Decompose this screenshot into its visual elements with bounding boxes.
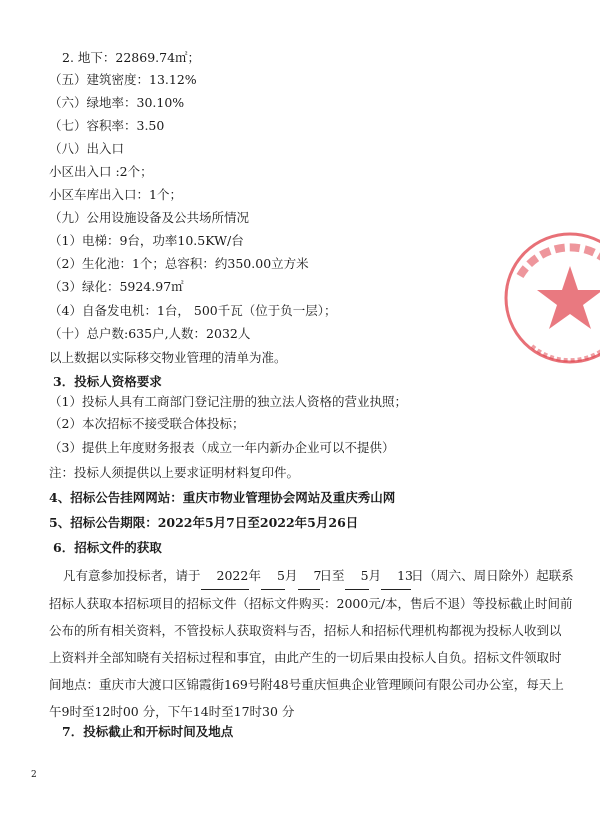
line-generator: （4）自备发电机：1台， 500千瓦（位于负一层）； [49, 303, 337, 318]
line-septic: （2）生化池：1个；总容积：约350.00立方米 [49, 256, 309, 271]
line-garage-entrances: 小区车库出入口：1个； [49, 187, 182, 202]
line-req2: （2）本次招标不接受联合体投标； [49, 416, 245, 431]
line-section3: 3．投标人资格要求 [53, 374, 162, 389]
line-req-note: 注：投标人须提供以上要求证明材料复印件。 [49, 465, 300, 480]
line-req1: （1）投标人具有工商部门登记注册的独立法人资格的营业执照； [49, 394, 407, 409]
line-area-underground: 2. 地下：22869.74㎡； [62, 50, 201, 65]
line-entrances-heading: （八）出入口 [49, 141, 125, 156]
section7-heading: 7．投标截止和开标时间及地点 [62, 724, 234, 739]
page-number: 2 [31, 770, 37, 780]
line-data-note: 以上数据以实际移交物业管理的清单为准。 [49, 350, 287, 365]
line-section5: 5、招标公告期限：2022年5月7日至2022年5月26日 [49, 515, 359, 530]
line-greening: （3）绿化：5924.97㎡ [49, 279, 184, 294]
line-facilities-heading: （九）公用设施设备及公共场所情况 [49, 210, 250, 225]
line-req3: （3）提供上年度财务报表（成立一年内新办企业可以不提供） [49, 440, 395, 455]
line-building-density: （五）建筑密度：13.12% [49, 72, 197, 87]
line-section4: 4、招标公告挂网网站：重庆市物业管理协会网站及重庆秀山网 [49, 490, 396, 505]
company-seal-stamp [500, 228, 600, 368]
section6-paragraph: 凡有意参加投标者，请于 2022年 5月 7日至 5月 13日（周六、周日除外）起联系 招标人获取本招标项目的招标文件（招标文件购买：2000元/本，售后不退）等投标截止时间前 公布的所有相关资料，不管投标人获取资料与否，招标人和招标代理机构都视为投标人收到以 上资料并全部知晓有关招标过程和事宜，由此产生的一切后果由投标人自负。招标文件领取时 间地点：重庆市大渡口区锦霞街169号附48号重庆恒典企业管理顾问有限公司办公室，每天上 午9时至12时00 分，下午14时至17时30 分 [49, 562, 569, 725]
line-green-rate: （六）绿地率：30.10% [49, 95, 185, 110]
line-households: （十）总户数:635户,人数：2032人 [49, 326, 251, 341]
line-plot-ratio: （七）容积率：3.50 [49, 118, 165, 133]
line-community-entrances: 小区出入口 :2个； [49, 164, 153, 179]
line-section6: 6．招标文件的获取 [53, 540, 162, 555]
line-elevators: （1）电梯：9台，功率10.5KW/台 [49, 233, 244, 248]
